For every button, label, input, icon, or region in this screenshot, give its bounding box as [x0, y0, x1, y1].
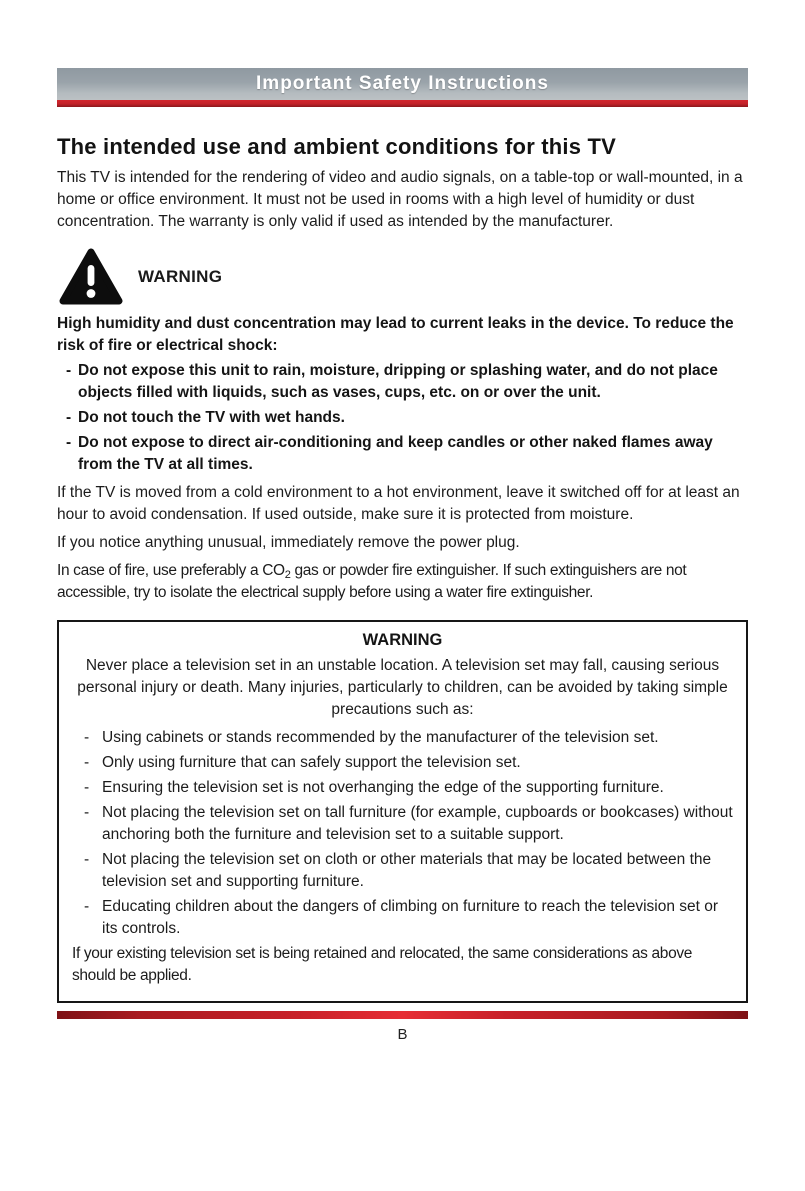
dash-marker: -: [84, 804, 90, 821]
list-item-text: Do not touch the TV with wet hands.: [78, 409, 345, 426]
warning-box: [57, 620, 748, 1003]
dash-marker: -: [84, 754, 90, 771]
fire-text-suffix: gas or powder fire extinguisher. If such extinguishers are not accessible, try to isolate the electrical supply before using a water fire extinguisher.: [57, 562, 687, 601]
list-item: [72, 777, 733, 799]
fire-extinguisher-paragraph: [57, 560, 748, 604]
list-item-text: Using cabinets or stands recommended by the manufacturer of the television set.: [102, 729, 659, 746]
header-red-divider: [57, 100, 748, 107]
warning-box-list: [72, 727, 733, 940]
list-item: [57, 432, 748, 476]
warning-box-intro: Never place a television set in an unstable location. A television set may fall, causing serious personal injury or death. Many injuries, particularly to children, can be avoided by taking simple precautions such as:: [77, 657, 728, 718]
list-item: [57, 407, 748, 429]
hazard-list: [57, 360, 748, 476]
list-item-text: Educating children about the dangers of climbing on furniture to reach the television set or its controls.: [102, 898, 719, 937]
list-item: [57, 360, 748, 404]
list-item-text: Do not expose this unit to rain, moisture, dripping or splashing water, and do not place objects filled with liquids, such as vases, cups, etc. on or over the unit.: [78, 362, 718, 401]
warning-box-title: WARNING: [362, 631, 443, 649]
co2-subscript: 2: [284, 569, 291, 581]
unusual-paragraph: If you notice anything unusual, immediately remove the power plug.: [57, 534, 520, 551]
warning-callout: [59, 247, 748, 307]
dash-marker: -: [84, 898, 90, 915]
header-banner: [57, 68, 748, 100]
list-item-text: Only using furniture that can safely support the television set.: [102, 754, 521, 771]
dash-marker: -: [66, 362, 72, 379]
dash-marker: -: [84, 851, 90, 868]
dash-marker: -: [84, 729, 90, 746]
list-item: [72, 752, 733, 774]
warning-triangle-icon: [59, 248, 123, 306]
warning-box-outro: If your existing television set is being retained and relocated, the same considerations as above should be applied.: [72, 945, 693, 984]
condensation-paragraph: If the TV is moved from a cold environment to a hot environment, leave it switched off for at least an hour to avoid condensation. If used outside, make sure it is protected from moisture.: [57, 484, 740, 523]
list-item: [72, 849, 733, 893]
section-heading: The intended use and ambient conditions for this TV: [57, 134, 617, 159]
list-item: [72, 727, 733, 749]
list-item: [72, 896, 733, 940]
list-item: [72, 802, 733, 846]
footer-red-divider: [57, 1011, 748, 1019]
list-item-text: Do not expose to direct air-conditioning and keep candles or other naked flames away from the TV at all times.: [78, 434, 713, 473]
warning-label: WARNING: [138, 267, 223, 286]
list-item-text: Not placing the television set on cloth or other materials that may be located between the television set and supporting furniture.: [102, 851, 712, 890]
dash-marker: -: [66, 434, 72, 451]
page-number: B: [397, 1026, 408, 1043]
dash-marker: -: [66, 409, 72, 426]
intro-paragraph: This TV is intended for the rendering of video and audio signals, on a table-top or wall-mounted, in a home or office environment. It must not be used in rooms with a high level of humidity or dust concentration. The warranty is only valid if used as intended by the manufacturer.: [57, 169, 743, 230]
list-item-text: Ensuring the television set is not overhanging the edge of the supporting furniture.: [102, 779, 664, 796]
dash-marker: -: [84, 779, 90, 796]
list-item-text: Not placing the television set on tall furniture (for example, cupboards or bookcases) without anchoring both the furniture and television set to a suitable support.: [102, 804, 733, 843]
hazard-intro-paragraph: High humidity and dust concentration may lead to current leaks in the device. To reduce the risk of fire or electrical shock:: [57, 315, 734, 354]
page-title: Important Safety Instructions: [256, 73, 549, 94]
fire-text-prefix: In case of fire, use preferably a CO: [57, 562, 285, 579]
